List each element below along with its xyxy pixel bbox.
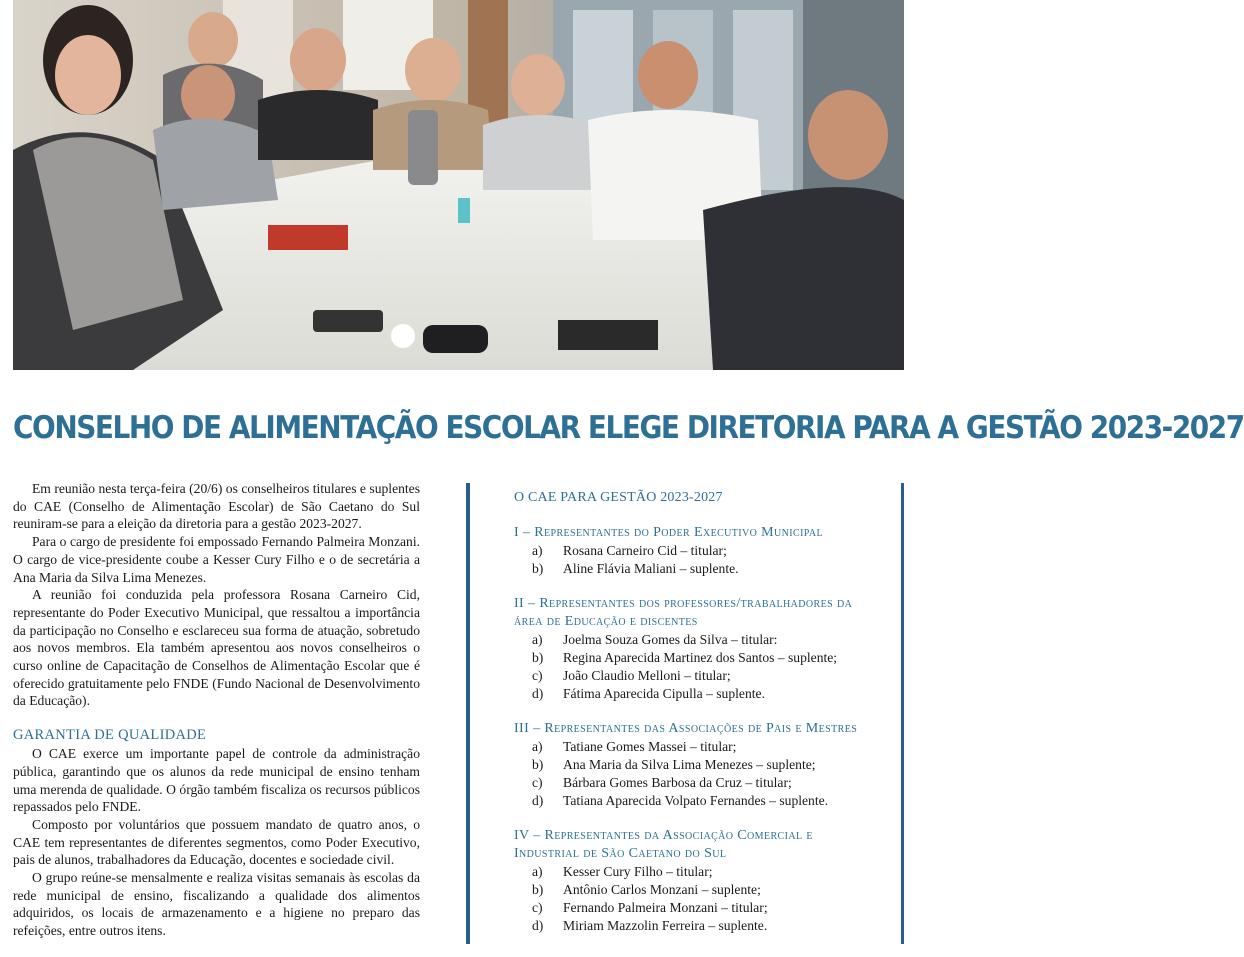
paragraph: Composto por voluntários que possuem mandato de quatro anos, o CAE tem representantes de diferentes segmentos, como Poder Executivo, pais de alunos, trabalhadores da Educação, docentes e sociedade civil.: [13, 816, 420, 868]
item-letter: a): [532, 543, 543, 558]
list-item: [514, 917, 859, 935]
item-letter: a): [532, 739, 543, 754]
group-4: [514, 827, 859, 935]
item-letter: a): [532, 864, 543, 879]
list-item: [514, 756, 859, 774]
item-letter: b): [532, 882, 544, 897]
item-text: Ana Maria da Silva Lima Menezes – suplente;: [563, 757, 816, 772]
item-text: Bárbara Gomes Barbosa da Cruz – titular;: [563, 775, 792, 790]
item-text: Kesser Cury Filho – titular;: [563, 864, 713, 879]
item-text: Joelma Souza Gomes da Silva – titular:: [563, 632, 778, 647]
paragraph: O CAE exerce um importante papel de controle da administração pública, garantindo que os alunos da rede municipal de ensino tenham uma merenda de qualidade. O órgão também fiscaliza os recursos públicos repassados pelo FNDE.: [13, 746, 420, 815]
item-text: Antônio Carlos Monzani – suplente;: [563, 882, 761, 897]
list-item: [514, 863, 859, 881]
list-item: [514, 560, 859, 578]
item-text: Tatiana Aparecida Volpato Fernandes – suplente.: [563, 793, 829, 808]
group-3: [514, 720, 859, 810]
paragraph: Para o cargo de presidente foi empossado Fernando Palmeira Monzani. O cargo de vice-presidente coube a Kesser Cury Filho e o de secretária a Ana Maria da Silva Lima Menezes.: [13, 534, 420, 585]
list-item: [514, 542, 859, 560]
list-item: [514, 738, 859, 756]
item-letter: d): [532, 793, 544, 808]
list-item: [514, 881, 859, 899]
group-1: [514, 524, 859, 578]
group-title: I – Representantes do Poder Executivo Municipal: [514, 525, 823, 540]
item-letter: b): [532, 650, 544, 665]
members-box: [466, 483, 904, 944]
list-item: [514, 667, 859, 685]
item-letter: c): [532, 900, 543, 915]
meeting-photo: [13, 0, 904, 370]
item-text: Aline Flávia Maliani – suplente.: [563, 561, 739, 576]
item-letter: d): [532, 686, 544, 701]
members-list: [514, 489, 859, 952]
group-2: [514, 595, 859, 703]
list-item: [514, 899, 859, 917]
item-text: Tatiane Gomes Massei – titular;: [563, 739, 737, 754]
list-item: [514, 649, 859, 667]
photo-illustration: [13, 0, 904, 370]
list-item: [514, 774, 859, 792]
item-letter: a): [532, 632, 543, 647]
item-letter: c): [532, 775, 543, 790]
item-letter: c): [532, 668, 543, 683]
box-border-right: [901, 483, 904, 944]
article-body: [13, 480, 420, 940]
list-item: [514, 685, 859, 703]
box-title: O CAE PARA GESTÃO 2023-2027: [514, 490, 723, 505]
paragraph: O grupo reúne-se mensalmente e realiza visitas semanais às escolas da rede municipal de ensino, fiscalizando a qualidade dos alimentos adquiridos, os locais de armazenamento e a higiene no preparo das refeições, entre outros itens.: [13, 870, 420, 939]
item-text: João Claudio Melloni – titular;: [563, 668, 731, 683]
item-text: Rosana Carneiro Cid – titular;: [563, 543, 727, 558]
item-text: Regina Aparecida Martinez dos Santos – suplente;: [563, 650, 838, 665]
group-title: III – Representantes das Associações de Pais e Mestres: [514, 721, 858, 736]
item-letter: b): [532, 757, 544, 772]
paragraph: Em reunião nesta terça-feira (20/6) os conselheiros titulares e suplentes do CAE (Conselho de Alimentação Escolar) de São Caetano do Sul reuniram-se para a eleição da diretoria para a gestão 2023-2027.: [13, 481, 420, 532]
list-item: [514, 792, 859, 810]
group-title: II – Representantes dos professores/trabalhadores da área de Educação e discentes: [514, 596, 853, 629]
item-text: Fernando Palmeira Monzani – titular;: [563, 900, 768, 915]
headline: CONSELHO DE ALIMENTAÇÃO ESCOLAR ELEGE DIRETORIA PARA A GESTÃO 2023-2027: [13, 410, 1244, 446]
item-text: Fátima Aparecida Cipulla – suplente.: [563, 686, 765, 701]
box-border-left: [466, 483, 470, 944]
paragraph: A reunião foi conduzida pela professora Rosana Carneiro Cid, representante do Poder Executivo Municipal, que ressaltou a importância da participação no Conselho e esclareceu sua forma de atuação, sobretudo aos novos membros. Ela também apresentou aos novos conselheiros o curso online de Capacitação de Conselhos de Alimentação Escolar que é oferecido gratuitamente pelo FNDE (Fundo Nacional de Desenvolvimento da Educação).: [13, 587, 420, 709]
section-subhead: GARANTIA DE QUALIDADE: [13, 727, 207, 744]
item-text: Miriam Mazzolin Ferreira – suplente.: [563, 918, 768, 933]
item-letter: d): [532, 918, 544, 933]
list-item: [514, 631, 859, 649]
group-title: IV – Representantes da Associação Comercial e Industrial de São Caetano do Sul: [514, 828, 813, 861]
item-letter: b): [532, 561, 544, 576]
